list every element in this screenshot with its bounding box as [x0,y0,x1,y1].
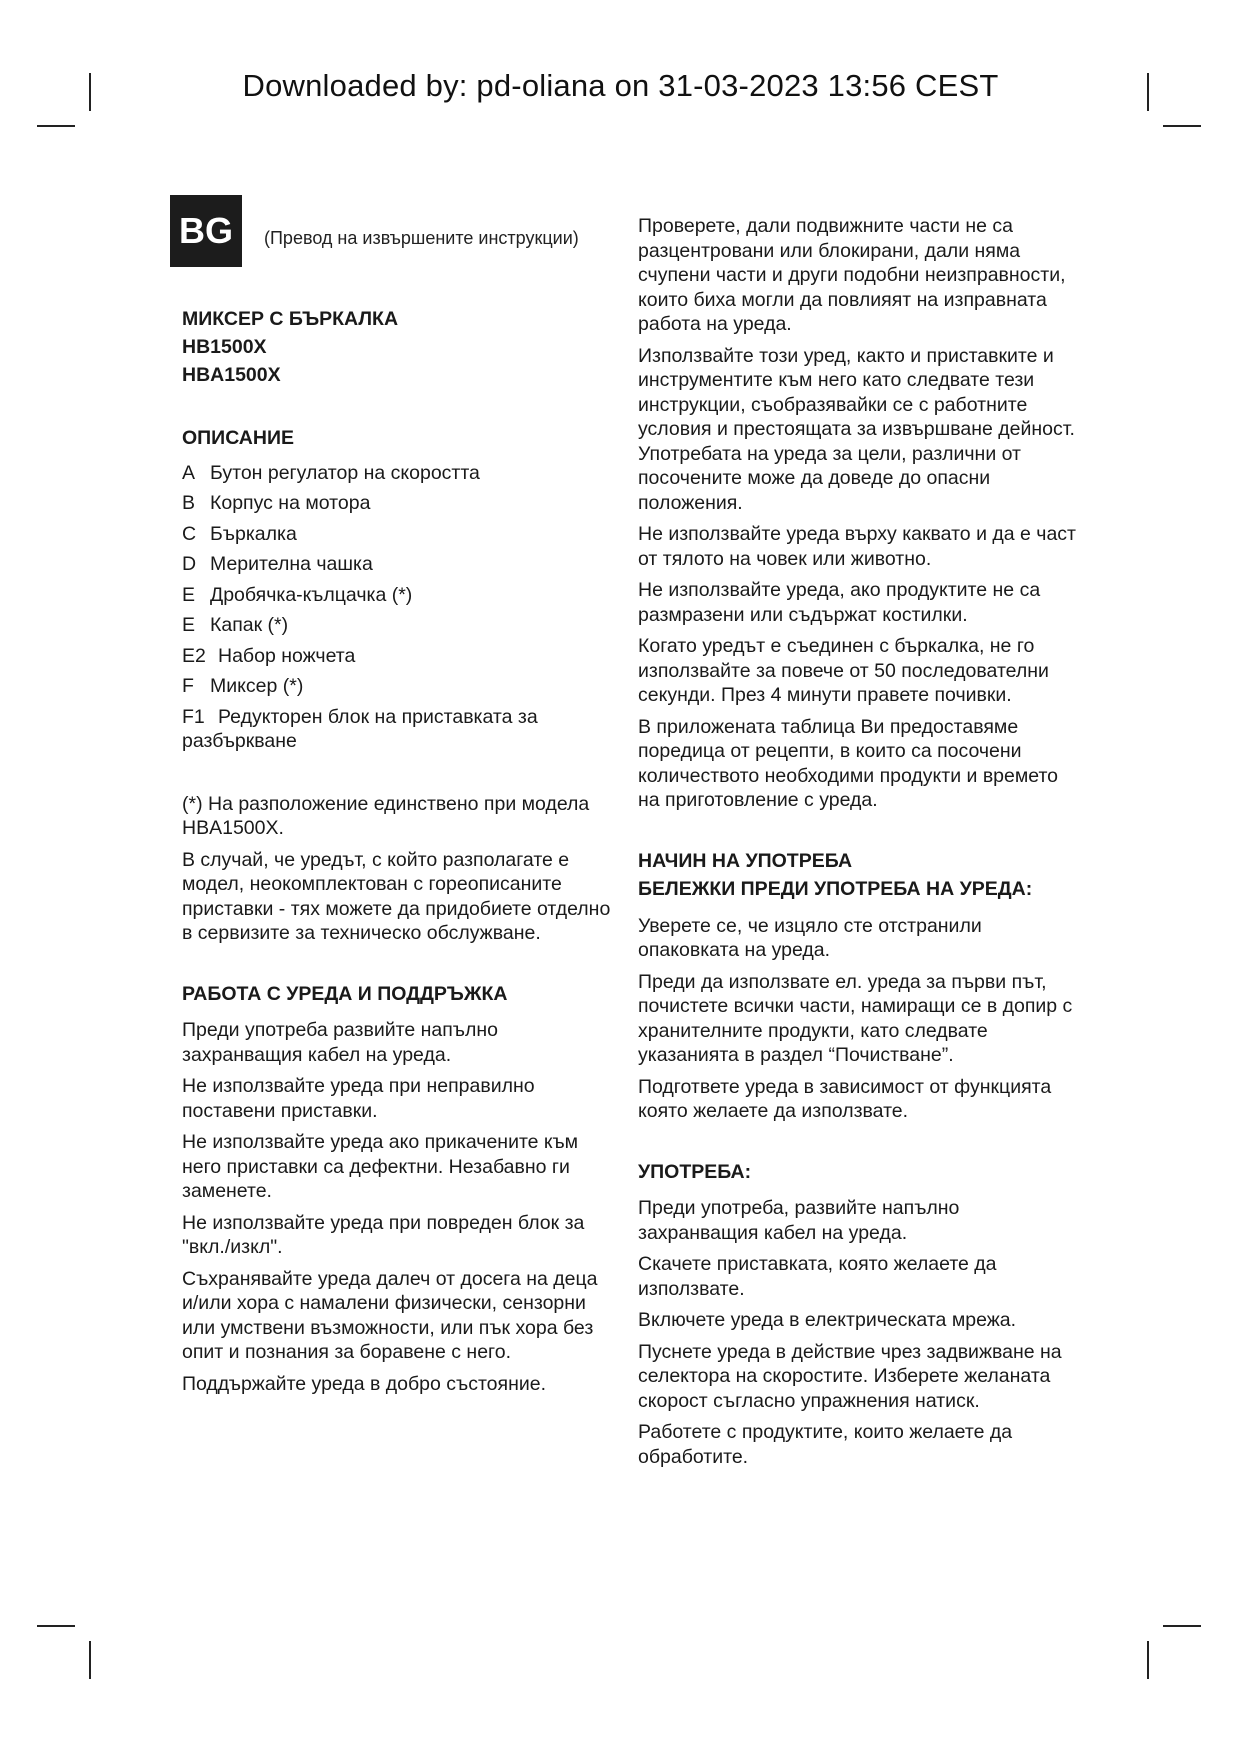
safety-paragraph: Не използвайте уреда, ако продуктите не са размразени или съдържат костилки. [638,579,1041,626]
maintenance-heading: РАБОТА С УРЕДА И ПОДДРЪЖКА [182,982,508,1005]
crop-mark-bottom-left-v [89,1641,91,1679]
right-column [638,214,1078,1476]
language-badge: BG [170,195,242,267]
item-letter: C [182,522,197,545]
use-paragraph: Преди употреба, развийте напълно захранващия кабел на уреда. [638,1197,960,1244]
item-text: Мерителна чашка [210,553,373,575]
before-use-paragraph: Подгответе уреда в зависимост от функцията която желаете да използвате. [638,1075,1052,1122]
product-model-1: HB1500X [182,336,267,358]
safety-paragraph: В приложената таблица Ви предоставяме поредица от рецепти, в които са посочени количеството необходими продукти и времето на приготовление с уреда. [638,715,1059,811]
list-item [182,552,612,577]
item-text: Бъркалка [210,522,297,545]
maintenance-paragraph: Не използвайте уреда ако прикачените към него приставки са дефектни. Незабавно ги заменете. [182,1131,579,1202]
download-stamp: Downloaded by: pd-oliana on 31-03-2023 13:56 CEST [242,68,999,103]
before-use-heading: БЕЛЕЖКИ ПРЕДИ УПОТРЕБА НА УРЕДА: [638,878,1033,900]
availability-note: (*) На разположение единствено при модела HBA1500X. [182,792,590,839]
product-title-block [182,305,612,389]
list-item [182,522,612,547]
description-heading: ОПИСАНИЕ [182,427,294,449]
description-list [182,461,612,754]
item-letter: E2 [182,644,206,667]
item-text: Редукторен блок на приставката за разбъркване [182,705,538,752]
crop-mark-top-left-h [37,125,75,127]
list-item [182,674,612,699]
maintenance-paragraph: Съхранявайте уреда далеч от досега на деца и/или хора с намалени физически, сензорни или умствени възможности, или пък хора без опит и познания за боравене с него. [182,1267,598,1363]
item-text: Набор ножчета [218,644,356,667]
safety-paragraph: Използвайте този уред, както и приставките и инструментите към него като следвате тези инструкции, съобразявайки се с работните условия и престоящата за извършване дейност. Употребата на уреда за цели, различни от посочените може да доведе до опасни положения. [638,344,1075,514]
item-letter: E [182,583,196,606]
crop-mark-top-right-v [1147,73,1149,111]
maintenance-paragraph: Не използвайте уреда при повреден блок за "вкл./изкл". [182,1211,585,1258]
product-title: МИКСЕР С БЪРКАЛКА [182,308,399,330]
item-letter: A [182,461,196,484]
accessory-note: В случай, че уредът, с който разполагате е модел, неокомплектован с гореописаните приставки - тях можете да придобиете отделно в сервизите за техническо обслужване. [182,848,611,944]
item-letter: E [182,614,196,636]
translation-subtitle: (Превод на извършените инструкции) [264,228,579,248]
crop-mark-top-left-v [89,73,91,111]
usage-heading: НАЧИН НА УПОТРЕБА [638,849,853,872]
list-item [182,461,612,486]
item-text: Корпус на мотора [210,492,371,514]
use-heading: УПОТРЕБА: [638,1160,752,1183]
product-model-2: HBA1500X [182,364,281,386]
safety-paragraph: Проверете, дали подвижните части не са разцентровани или блокирани, дали няма счупени части и други подобни неизправности, които биха могли да повлияят на изправната работа на уреда. [638,215,1066,335]
item-letter: B [182,492,196,514]
list-item [182,491,612,516]
list-item [182,613,612,638]
crop-mark-bottom-right-h [1163,1625,1201,1627]
item-text: Дробячка-кълцачка (*) [210,583,413,606]
safety-paragraph: Когато уредът е съединен с бъркалка, не го използвайте за повече от 50 последователни секунди. През 4 минути правете почивки. [638,635,1049,706]
crop-mark-bottom-right-v [1147,1641,1149,1679]
crop-mark-top-right-h [1163,125,1201,127]
item-letter: F [182,675,194,697]
left-column [182,305,612,1403]
maintenance-paragraph: Поддържайте уреда в добро състояние. [182,1372,546,1395]
maintenance-paragraph: Не използвайте уреда при неправилно поставени приставки. [182,1075,535,1122]
maintenance-paragraph: Преди употреба развийте напълно захранващия кабел на уреда. [182,1019,498,1066]
use-paragraph: Скачете приставката, която желаете да използвате. [638,1253,997,1300]
before-use-paragraph: Уверете се, че изцяло сте отстранили опаковката на уреда. [638,914,982,961]
use-paragraph: Пуснете уреда в действие чрез задвижване на селектора на скоростите. Изберете желаната скорост съгласно упражнения натиск. [638,1340,1062,1412]
before-use-paragraph: Преди да използвате ел. уреда за първи път, почистете всички части, намиращи се в допир с хранителните продукти, като следвате указанията в раздел “Почистване”. [638,970,1073,1066]
list-item [182,705,612,754]
crop-mark-bottom-left-h [37,1625,75,1627]
use-paragraph: Работете с продуктите, които желаете да обработите. [638,1421,1013,1468]
item-text: Капак (*) [210,614,289,636]
item-letter: D [182,553,197,575]
item-text: Миксер (*) [210,675,304,697]
item-text: Бутон регулатор на скоростта [210,461,480,484]
item-letter: F1 [182,705,205,728]
list-item [182,583,612,608]
use-paragraph: Включете уреда в електрическата мрежа. [638,1309,1017,1331]
list-item [182,644,612,669]
safety-paragraph: Не използвайте уреда върху каквато и да е част от тялото на човек или животно. [638,523,1076,570]
